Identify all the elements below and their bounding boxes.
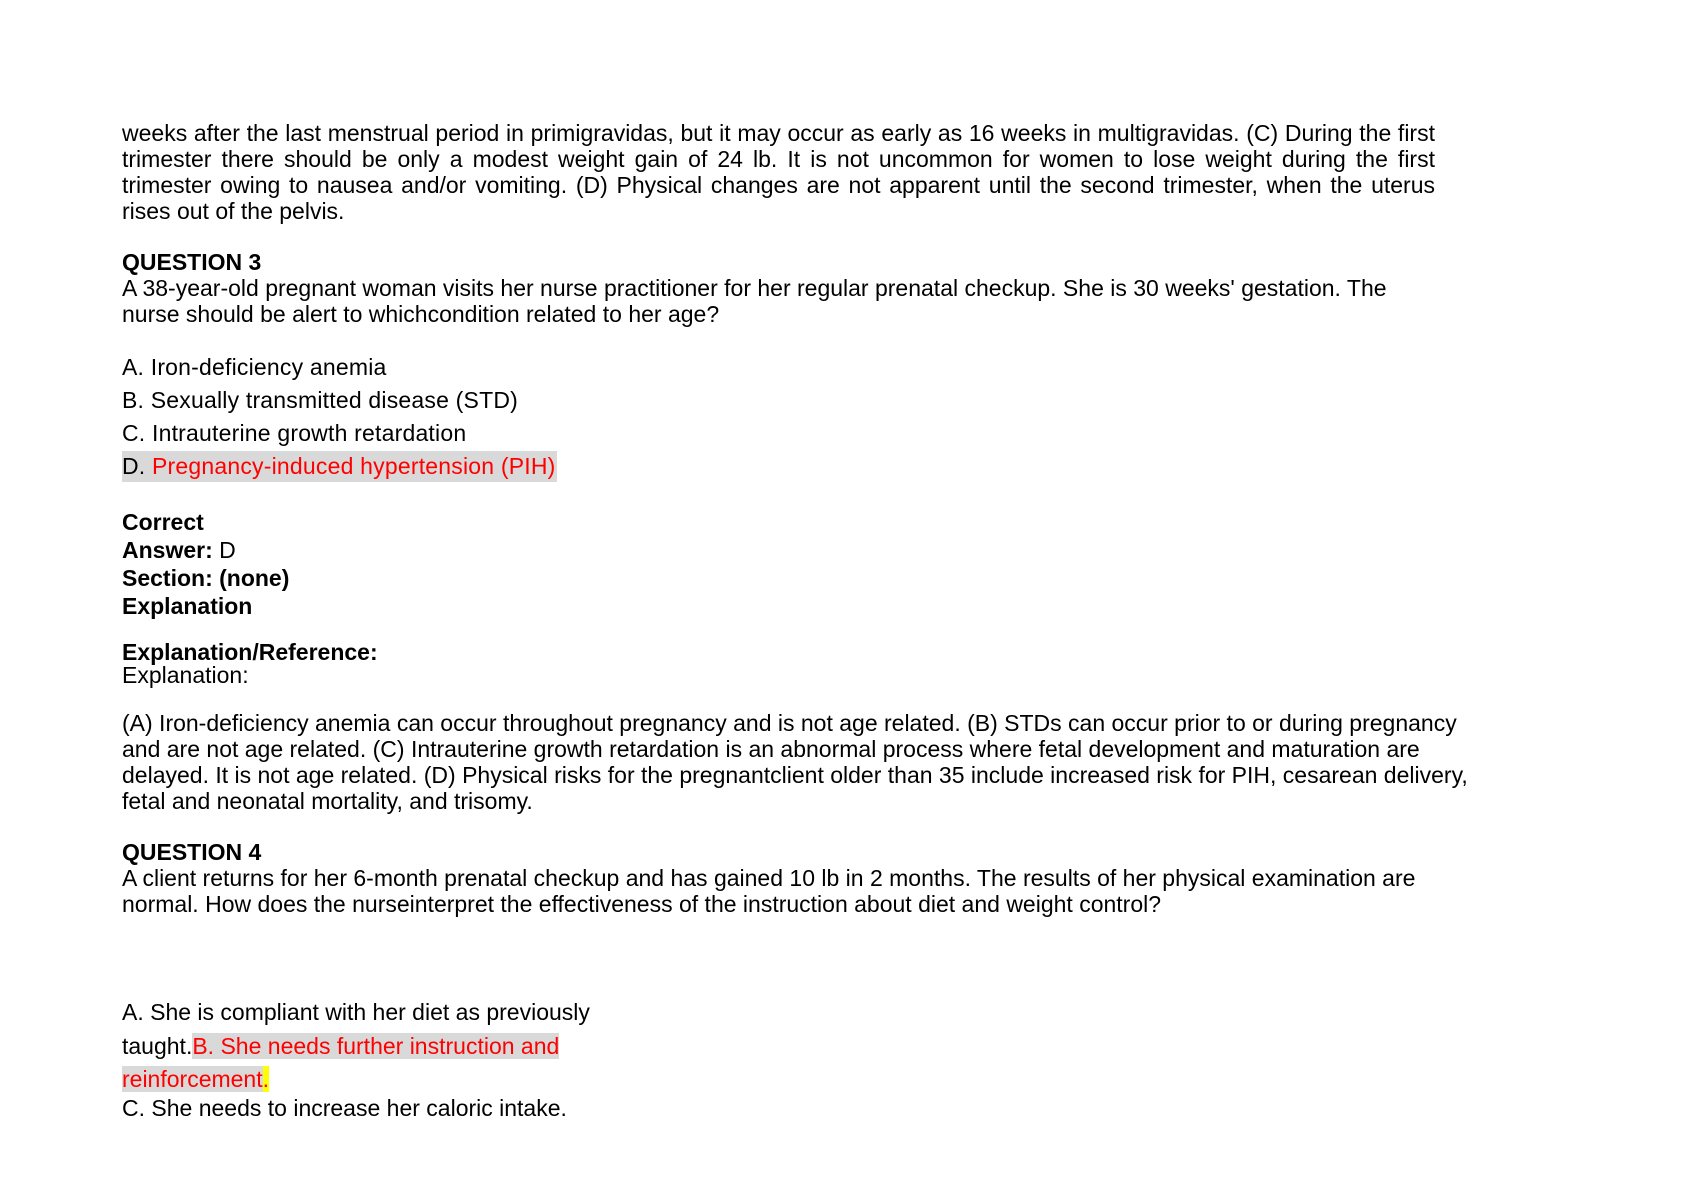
option-c	[122, 420, 1572, 453]
option-a-b-line	[122, 1029, 722, 1063]
option-letter: A.	[122, 354, 145, 380]
intro-paragraph: weeks after the last menstrual period in primigravidas, but it may occur as early as 16 weeks in multigravidas. (C) During the first trimester there should be only a modest weight gain of 24 lb. It is not uncommon for women to lose weight during the first trimester owing to nausea and/or vomiting. (D) Physical changes are not apparent until the second trimester, when the uterus rises out of the pelvis.	[122, 120, 1435, 224]
option-a	[122, 354, 1572, 387]
option-text: Sexually transmitted disease (STD)	[150, 387, 518, 413]
option-text: Intrauterine growth retardation	[152, 420, 467, 446]
section-label: Section: (none)	[122, 565, 290, 591]
question-4-stem: A client returns for her 6-month prenatal checkup and has gained 10 lb in 2 months. The results of her physical examination are normal. How does the nurseinterpret the effectiveness of the instruction about diet and weight control?	[122, 865, 1416, 917]
question-3-stem: A 38-year-old pregnant woman visits her nurse practitioner for her regular prenatal checkup. She is 30 weeks' gestation. The nurse should be alert to whichcondition related to her age?	[122, 275, 1387, 327]
reference-sub-label: Explanation:	[122, 662, 249, 688]
option-b	[122, 387, 1572, 420]
question-4-options	[122, 995, 722, 1121]
answer-line	[122, 536, 1572, 564]
document-page	[122, 120, 1572, 1121]
correct-label: Correct	[122, 509, 204, 535]
option-c: C. She needs to increase her caloric intake.	[122, 1095, 567, 1121]
option-a-line-2: taught.	[122, 1033, 193, 1059]
reference-label: Explanation/Reference:	[122, 639, 378, 665]
option-text: Pregnancy-induced hypertension (PIH)	[152, 453, 556, 479]
answer-value: D	[212, 537, 236, 563]
question-3-options	[122, 354, 1572, 486]
option-d-correct	[122, 453, 1572, 486]
explanation-label: Explanation	[122, 593, 253, 619]
answer-label: Answer:	[122, 537, 213, 563]
option-text: Iron-deficiency anemia	[150, 354, 387, 380]
option-letter: B.	[122, 387, 145, 413]
option-letter: C.	[122, 420, 146, 446]
question-4-title: QUESTION 4	[122, 839, 262, 865]
option-a-line-1: A. She is compliant with her diet as previously	[122, 999, 590, 1025]
question-3-title: QUESTION 3	[122, 249, 262, 275]
option-letter: D.	[122, 453, 146, 479]
option-b-line-2	[122, 1063, 722, 1095]
option-b-period: .	[262, 1066, 270, 1092]
option-b-text: B. She needs further instruction and	[192, 1033, 560, 1059]
explanation-text: (A) Iron-deficiency anemia can occur throughout pregnancy and is not age related. (B) STDs can occur prior to or during pregnancy and are not age related. (C) Intrauterine growth retardation is an abnormal process where fetal development and maturation are delayed. It is not age related. (D) Physical risks for the pregnantclient older than 35 include increased risk for PIH, cesarean delivery, fetal and neonatal mortality, and trisomy.	[122, 710, 1468, 814]
option-b-continued: reinforcement	[122, 1066, 263, 1092]
